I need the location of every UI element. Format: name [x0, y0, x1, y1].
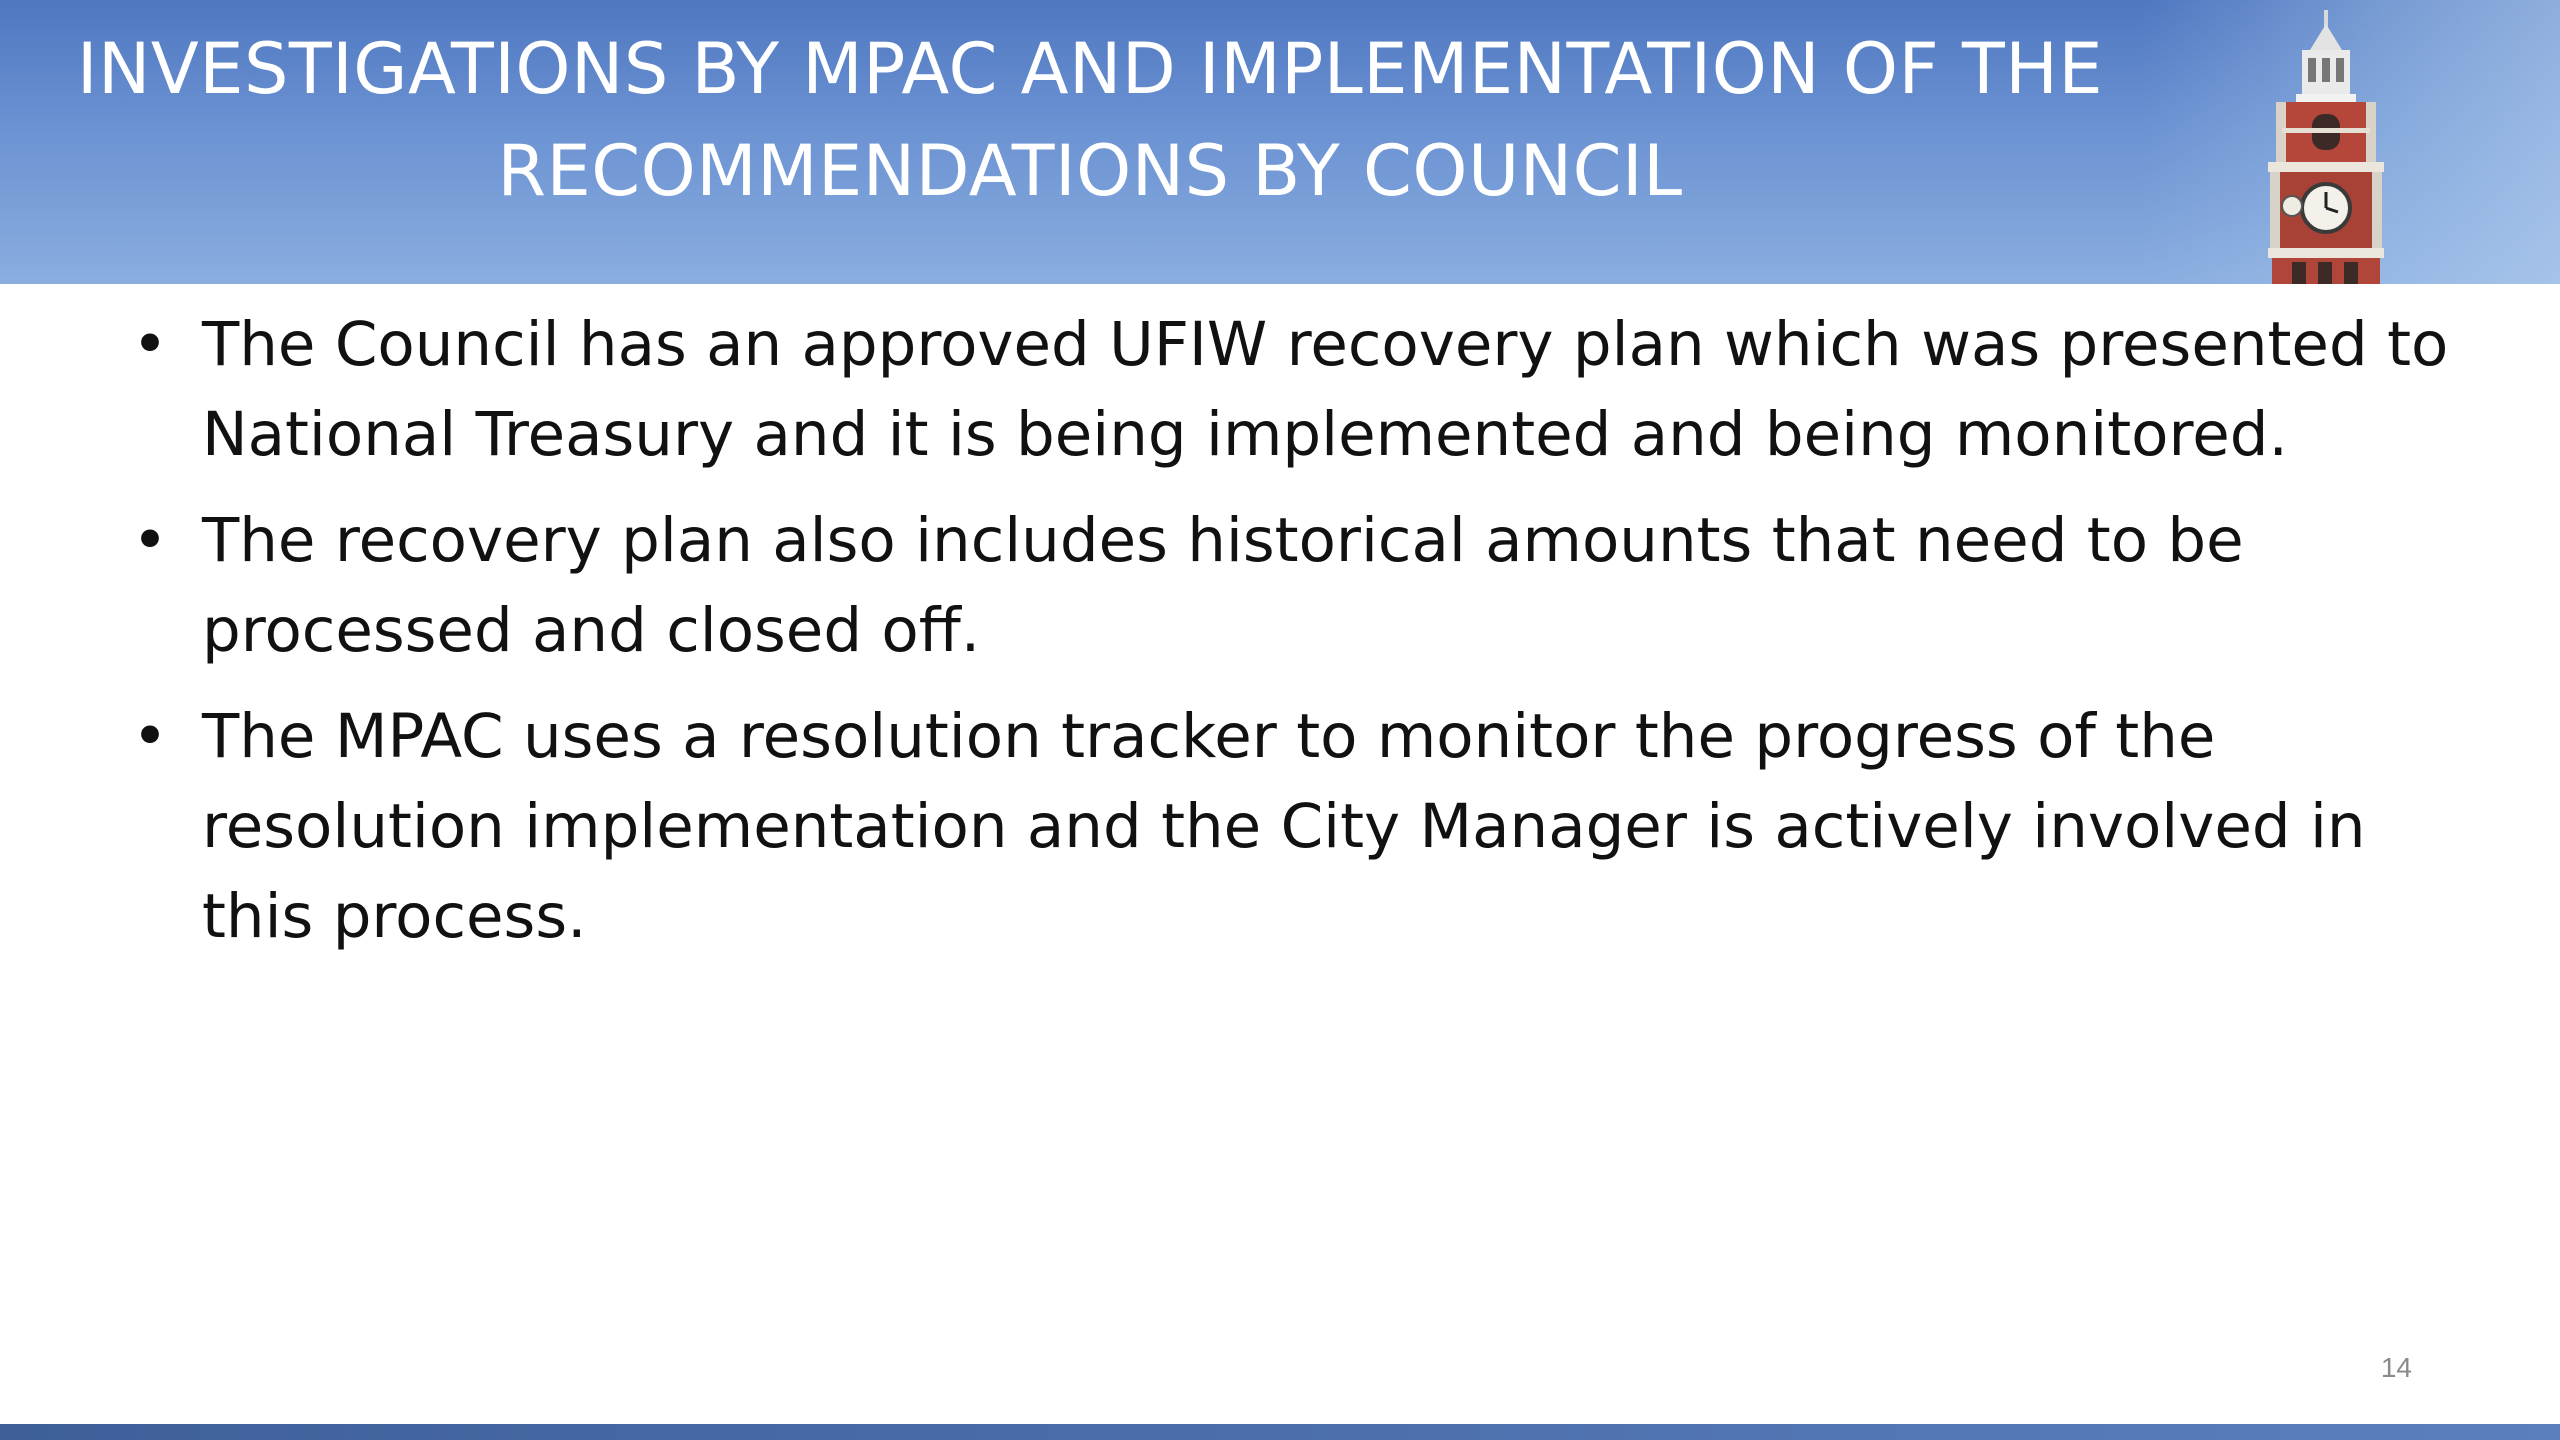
footer-bar [0, 1424, 2560, 1440]
list-item [120, 496, 2480, 676]
slide-title [40, 18, 2140, 222]
bullet-text: The Council has an approved UFIW recovery plan which was presented to National Treasury and it is being implemented and being monitored. [202, 309, 2449, 470]
bullet-marker: • [132, 701, 168, 772]
bullet-text: The MPAC uses a resolution tracker to monitor the progress of the resolution implementation and the City Manager is actively involved in this process. [202, 701, 2366, 952]
slide-title-line-2: RECOMMENDATIONS BY COUNCIL [497, 130, 1683, 212]
slide-body [120, 300, 2480, 978]
title-banner [0, 0, 2560, 284]
list-item [120, 692, 2480, 962]
bullet-list [120, 300, 2480, 962]
slide-number: 14 [2380, 1352, 2412, 1383]
bullet-text: The recovery plan also includes historical amounts that need to be processed and closed off. [202, 505, 2244, 666]
slide-title-line-1: INVESTIGATIONS BY MPAC AND IMPLEMENTATION OF THE [76, 28, 2104, 110]
clock-tower-icon [2210, 10, 2450, 284]
list-item [120, 300, 2480, 480]
bullet-marker: • [132, 309, 168, 380]
bullet-marker: • [132, 505, 168, 576]
